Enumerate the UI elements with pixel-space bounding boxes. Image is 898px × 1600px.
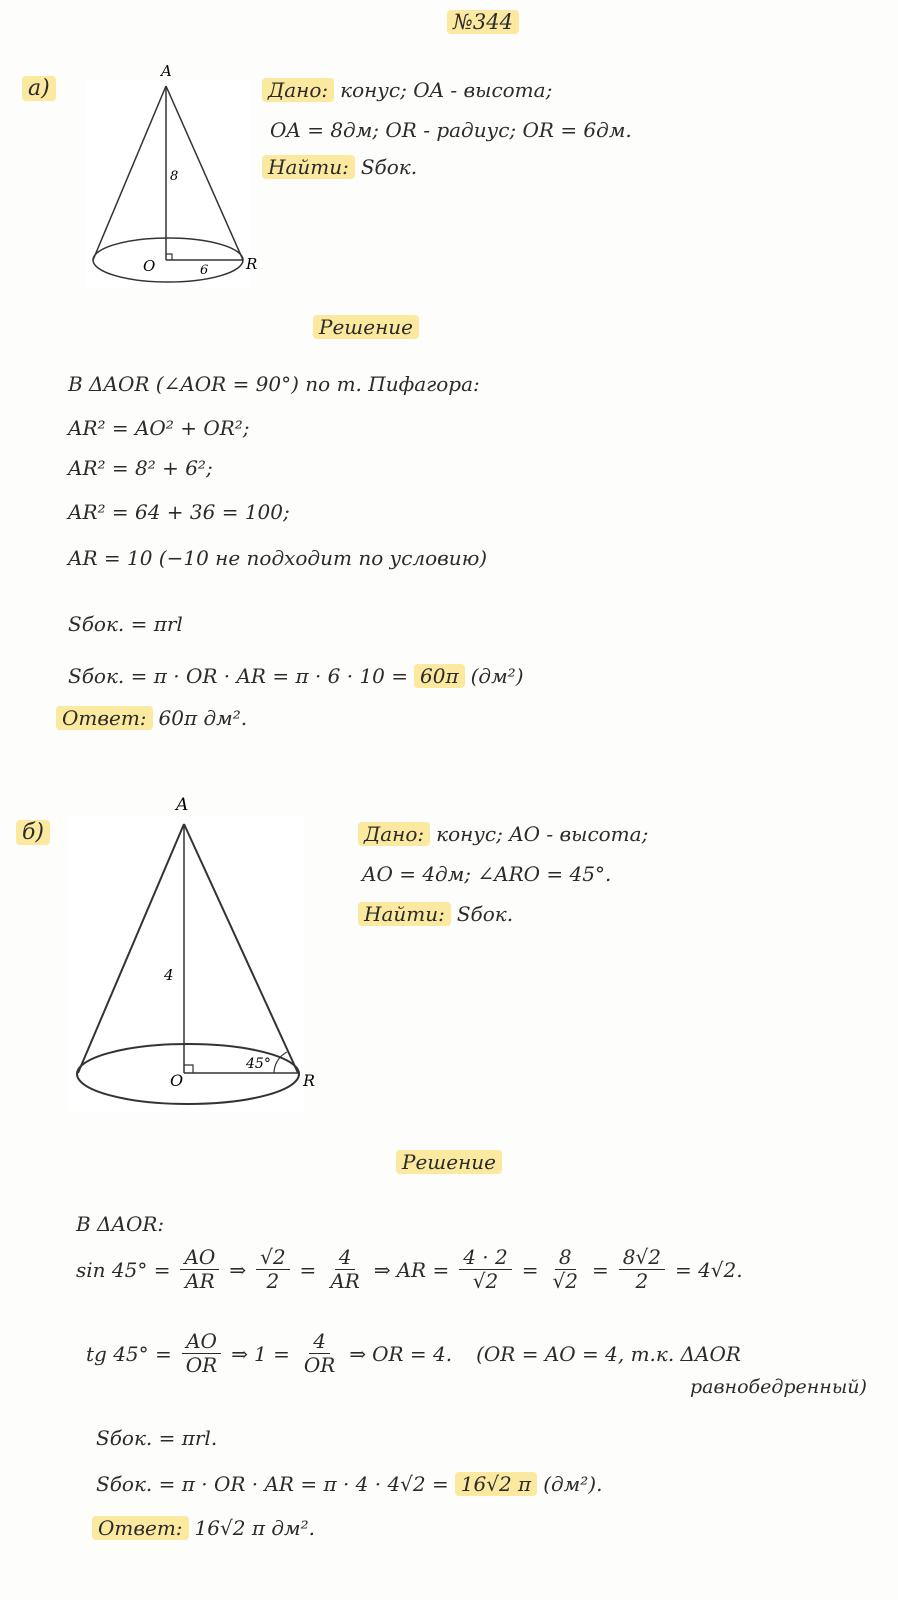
answer-text: 16√2 π дм². xyxy=(194,1516,315,1540)
given-label: Дано: xyxy=(358,822,430,846)
find-text: Sбок. xyxy=(360,155,418,179)
given-text: конус; AO - высота; xyxy=(436,822,649,846)
part-b-tg-line xyxy=(86,1330,741,1377)
part-b-find-line xyxy=(358,902,513,926)
final-value: 60π xyxy=(414,664,465,688)
final-units: (дм²). xyxy=(543,1472,603,1496)
part-b-intro: В ΔAOR: xyxy=(76,1212,165,1236)
part-a-formula: Sбок. = πrl xyxy=(68,612,183,636)
cone-a-figure xyxy=(86,60,276,290)
final-prefix: Sбок. = π · OR · AR = π · 4 · 4√2 = xyxy=(96,1472,449,1496)
part-a-given-line2: OA = 8дм; OR - радиус; OR = 6дм. xyxy=(270,118,632,142)
part-a-find-line xyxy=(262,155,417,179)
problem-number: №344 xyxy=(447,10,519,34)
part-a-label: а) xyxy=(22,76,56,101)
part-a-final-line xyxy=(68,664,524,688)
cone-a-edge-label: R xyxy=(246,255,258,273)
given-label: Дано: xyxy=(262,78,334,102)
answer-text: 60π дм². xyxy=(158,706,248,730)
equals-sign: = xyxy=(299,1257,317,1282)
fraction-4-ar: $\frac{4}{AR}$ xyxy=(330,1245,360,1293)
fraction-ao-ar: $\frac{AO}{AR}$ xyxy=(180,1246,219,1293)
cone-a-center-label: O xyxy=(143,257,156,275)
fraction-8sqrt2-2: $\frac{8√2}{2}$ xyxy=(619,1246,665,1293)
find-label: Найти: xyxy=(358,902,451,926)
given-text: конус; OA - высота; xyxy=(340,78,553,102)
part-b-given-line2: AO = 4дм; ∠ARO = 45°. xyxy=(362,862,612,886)
part-b-given-line1 xyxy=(358,822,648,846)
cone-b-apex-label: A xyxy=(176,795,189,815)
fraction-8-sqrt2-b: $\frac{8}{√2}$ xyxy=(552,1245,578,1293)
part-a-solution-label: Решение xyxy=(313,315,419,339)
final-units: (дм²) xyxy=(470,664,524,688)
sin-lhs: sin 45° = xyxy=(76,1257,171,1282)
find-text: Sбок. xyxy=(456,902,514,926)
cone-a-height-label: 8 xyxy=(170,169,179,184)
part-a-line-5: AR = 10 (−10 не подходит по условию) xyxy=(68,546,488,570)
part-b-answer-line xyxy=(92,1516,315,1540)
final-value: 16√2 π xyxy=(455,1472,537,1496)
part-b-solution-label: Решение xyxy=(396,1150,502,1174)
find-label: Найти: xyxy=(262,155,355,179)
part-b-formula: Sбок. = πrl. xyxy=(96,1426,218,1450)
part-b-label: б) xyxy=(16,820,50,845)
cone-b-height-label: 4 xyxy=(164,966,174,984)
note-line2: равнобедренный) xyxy=(690,1376,867,1398)
ar-eq: AR = xyxy=(396,1257,450,1282)
final-prefix: Sбок. = π · OR · AR = π · 6 · 10 = xyxy=(68,664,409,688)
ar-result: = 4√2. xyxy=(674,1257,743,1282)
part-b-final-line xyxy=(96,1472,602,1496)
note-line1: (OR = AO = 4, т.к. ΔAOR xyxy=(476,1341,741,1366)
part-a-line-1: В ΔAOR (∠AOR = 90°) по т. Пифагора: xyxy=(68,372,480,396)
cone-b-figure xyxy=(66,790,336,1115)
equals-sign: = xyxy=(591,1257,609,1282)
equals-sign: = xyxy=(521,1257,539,1282)
fraction-ao-or: $\frac{AO}{OR}$ xyxy=(182,1330,221,1377)
one-eq: 1 = xyxy=(254,1341,290,1366)
implies-arrow: ⇒ xyxy=(373,1257,391,1282)
part-a-answer-line xyxy=(56,706,247,730)
implies-arrow: ⇒ xyxy=(349,1341,367,1366)
answer-label: Ответ: xyxy=(92,1516,189,1540)
part-b-sin-line xyxy=(76,1246,743,1293)
fraction-8-sqrt2-a: $\frac{4 \cdot 2}{√2}$ xyxy=(459,1246,512,1293)
fraction-sqrt2-2: $\frac{√2}{2}$ xyxy=(256,1246,289,1293)
part-a-line-2: AR² = AO² + OR²; xyxy=(68,416,250,440)
cone-b-angle-label: 45° xyxy=(246,1056,271,1072)
answer-label: Ответ: xyxy=(56,706,153,730)
implies-arrow: ⇒ xyxy=(229,1257,247,1282)
part-a-line-3: AR² = 8² + 6²; xyxy=(68,456,213,480)
implies-arrow: ⇒ xyxy=(231,1341,248,1366)
cone-b-edge-label: R xyxy=(303,1071,316,1090)
part-a-line-4: AR² = 64 + 36 = 100; xyxy=(68,500,290,524)
part-a-given-line1 xyxy=(262,78,552,102)
cone-a-radius-label: 6 xyxy=(200,263,209,278)
tg-lhs: tg 45° = xyxy=(86,1341,172,1366)
or-result: OR = 4. xyxy=(372,1341,453,1366)
fraction-4-or: $\frac{4}{OR}$ xyxy=(303,1329,336,1377)
cone-a-apex-label: A xyxy=(161,62,172,80)
cone-b-center-label: O xyxy=(170,1071,184,1090)
